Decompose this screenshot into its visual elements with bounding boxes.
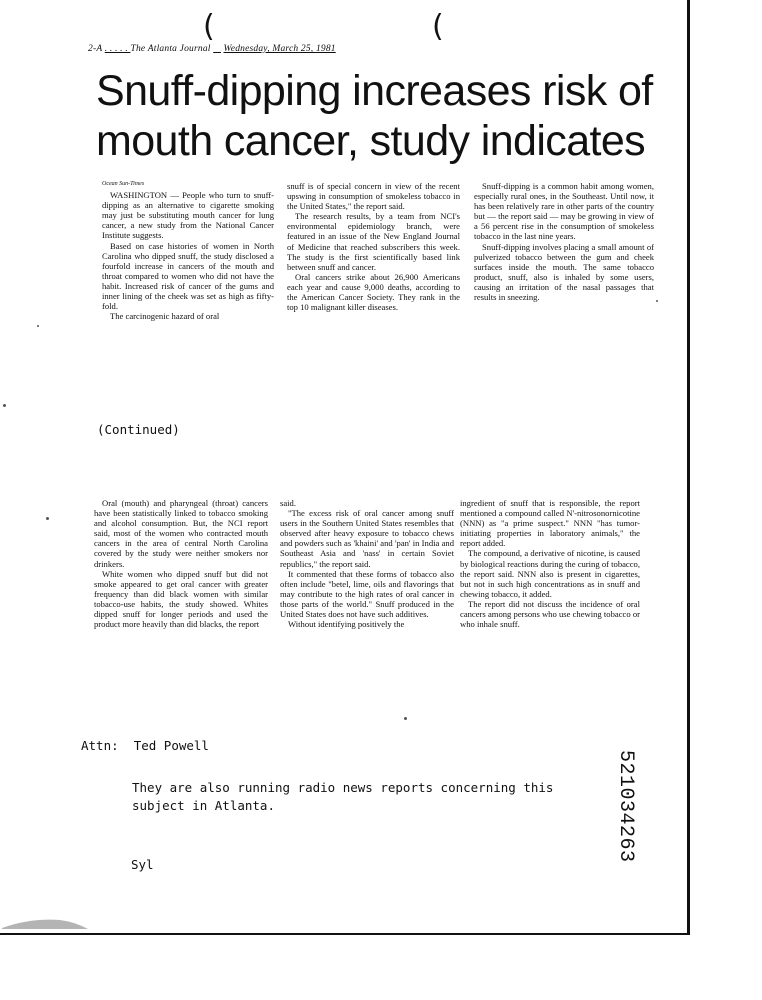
paragraph: White women who dipped snuff but did not smoke appeared to get oral cancer with greater frequency than did black women with similar tobacco-use habits, the study showed. Whites dipped snuff for longer periods and used the product more heavily than did blacks, the report (94, 568, 268, 630)
scan-speck (46, 517, 49, 520)
scan-speck (37, 325, 39, 327)
article-top-column-2 (287, 181, 460, 312)
scan-border-bottom (0, 933, 690, 935)
paragraph: Without identifying positively the (288, 619, 405, 630)
scan-speck (3, 404, 6, 407)
newspaper-dateline: 2-A . . . . . The Atlanta Journal Wednesday, March 25, 1981 (88, 44, 336, 54)
byline: Ocean Sun-Times (102, 181, 145, 187)
document-id-stamp (607, 748, 651, 868)
article-top-column-3 (474, 181, 654, 302)
continued-label: (Continued) (97, 422, 180, 437)
publication-name: The Atlanta Journal (130, 44, 211, 54)
paragraph: Oral cancers strike about 26,900 Americans each year and cause 9,000 deaths, according to the American Cancer Society. They rank in the top 10 malignant killer diseases. (287, 271, 460, 313)
paragraph: The research results, by a team from NCI's environmental epidemiology branch, were featured in an issue of the New England Journal of Medicine that reached subscribers this week. The study is the first scientifically based link between snuff and cancer. (287, 211, 460, 272)
document-id: 521034263 (614, 750, 637, 863)
publication-date: Wednesday, March 25, 1981 (223, 44, 336, 54)
paragraph: ingredient of snuff that is responsible, the report mentioned a compound called N'-nitrosonornicotine (NNN) as "a prime suspect." NNN "has tumor-initiating properties in laboratory animals," the report added. (460, 498, 640, 549)
paragraph: snuff is of special concern in view of the recent upswing in consumption of smokeless tobacco in the United States," the report said. (287, 181, 460, 212)
paragraph: The report did not discuss the incidence of oral cancers among persons who use chewing tobacco or who inhale snuff. (460, 598, 640, 630)
scan-smudge (0, 900, 90, 930)
paragraph: Oral (mouth) and pharyngeal (throat) cancers have been statistically linked to tobacco smoking and alcohol consumption. But, the NCI report said, most of the women who contracted mouth cancers in the area of central North Carolina covered by the study were neither smokers nor drinkers. (94, 498, 268, 569)
scan-border-right (687, 0, 690, 935)
paragraph: Snuff-dipping is a common habit among women, especially rural ones, in the Southeast. Until now, it has been relatively rare in other parts of the country but — the report said — may be growing in view of a 56 percent rise in the consumption of smokeless tobacco in the last nine years. (474, 181, 654, 242)
memo-body: They are also running radio news reports concerning this subject in Atlanta. (132, 780, 554, 813)
attn-label: Attn: (81, 738, 119, 753)
article-top-column-1 (102, 179, 274, 321)
memo-signature: Syl (131, 857, 154, 872)
article-bottom-column-1 (94, 498, 268, 629)
paragraph: "The excess risk of oral cancer among snuff users in the Southern United States resembles that observed after heavy exposure to tobacco chews and powders such as 'khaini' and 'pan' in India and Southeast Asia and 'nass' in certain Soviet republics," the report said. (280, 508, 454, 569)
paragraph: The carcinogenic hazard of oral (110, 311, 220, 322)
scan-speck (404, 717, 407, 720)
memo-attention-line (81, 738, 209, 753)
article-bottom-column-2 (280, 498, 454, 629)
paragraph: Snuff-dipping involves placing a small amount of pulverized tobacco between the gum and cheek surfaces inside the mouth. The same tobacco product, snuff, also is inhaled by some users, causing an irritation of the nasal passages that results in sneezing. (474, 241, 654, 303)
article-bottom-column-3 (460, 498, 640, 629)
attn-name: Ted Powell (133, 738, 209, 753)
page-reference: 2-A (88, 44, 103, 54)
scan-speck (656, 300, 658, 302)
article-headline: Snuff-dipping increases risk of mouth cancer, study indicates (96, 67, 653, 165)
paragraph: It commented that these forms of tobacco also often include "betel, lime, oils and flavorings that may contribute to the high rates of oral cancer in those parts of the world." Snuff produced in the United States does not have such additives. (280, 568, 454, 620)
paragraph: said. (280, 498, 296, 508)
punch-hole-mark: ( (432, 9, 444, 44)
paragraph: WASHINGTON — People who turn to snuff-dipping as an alternative to cigarette smoking may just be substituting mouth cancer for lung cancer, a new study from the National Cancer Institute suggests. (102, 190, 274, 241)
paragraph: Based on case histories of women in North Carolina who dipped snuff, the study disclosed a fourfold increase in cancers of the mouth and throat compared to women who did not have the habit. Increased risk of cancer of the gums and inner lining of the cheek was set as high as fifty-fold. (102, 240, 274, 312)
punch-hole-mark: ( (203, 9, 215, 44)
paragraph: The compound, a derivative of nicotine, is caused by biological reactions during the curing of tobacco, the report said. NNN also is present in cigarettes, but not in such high concentrations as in snuff and chewing tobacco, it added. (460, 548, 640, 599)
